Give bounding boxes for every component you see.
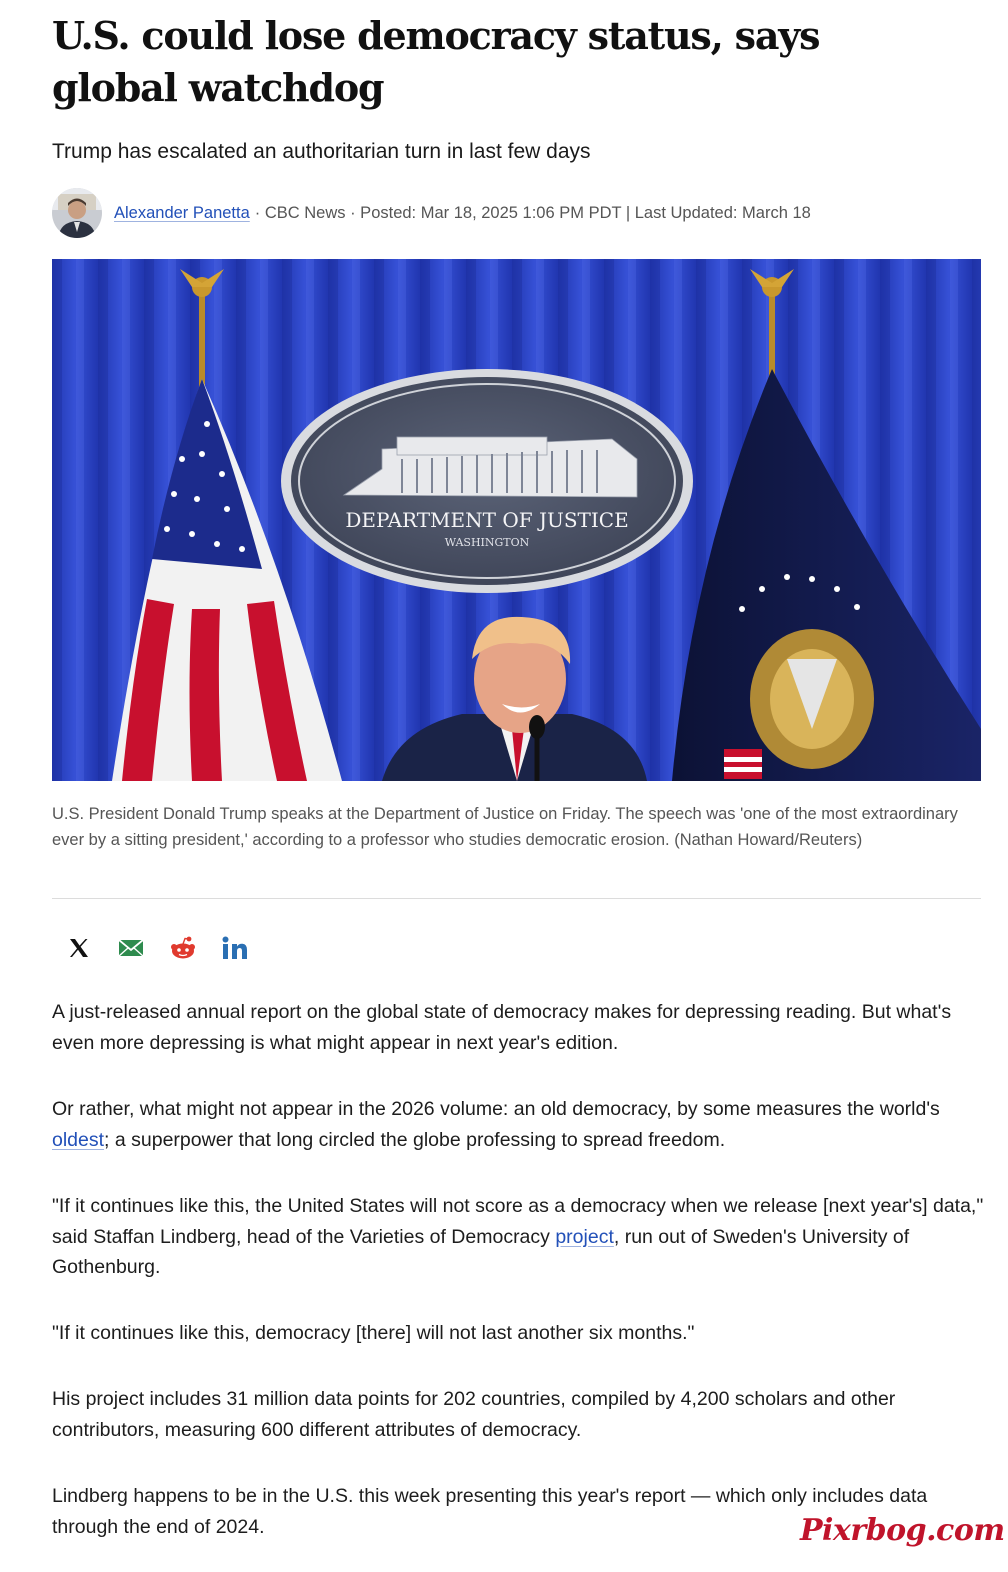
article-deck: Trump has escalated an authoritarian turn in last few days <box>52 140 591 163</box>
share-bar <box>60 928 268 968</box>
share-linkedin-button[interactable] <box>216 929 254 967</box>
seal-subtitle: WASHINGTON <box>444 536 530 549</box>
paragraph-5: His project includes 31 million data points for 202 countries, compiled by 4,200 scholars and other contributors, measuring 600 different attributes of democracy. <box>52 1388 896 1441</box>
x-icon <box>67 936 91 960</box>
paragraph-2-text: Or rather, what might not appear in the 2026 volume: an old democracy, by some measures the world's <box>52 1098 940 1120</box>
author-link[interactable]: Alexander Panetta <box>114 203 250 222</box>
email-icon <box>118 938 144 958</box>
oldest-link[interactable]: oldest <box>52 1128 105 1151</box>
reddit-icon <box>170 936 196 960</box>
paragraph-3-text: "If it continues like this, the United States will not score as a democracy when we release [next year's] data," said Staffan Lindberg, head of the Varieties of Democracy <box>52 1195 984 1248</box>
hero-image <box>52 259 981 781</box>
paragraph-3-text-end: , run out of Sweden's University of Gothenburg. <box>52 1225 910 1278</box>
author-avatar[interactable] <box>52 188 102 238</box>
paragraph-2-text-end: ; a superpower that long circled the globe professing to spread freedom. <box>104 1128 726 1151</box>
article-headline: U.S. could lose democracy status, says global watchdog <box>52 13 820 110</box>
linkedin-icon <box>222 936 248 960</box>
paragraph-3 <box>52 1191 987 1283</box>
divider <box>52 898 981 899</box>
byline <box>52 187 982 239</box>
hero-caption: U.S. President Donald Trump speaks at the Department of Justice on Friday. The speech was 'one of the most extraordinary ever by a sitting president,' according to a professor who studies democratic erosion. (Nathan Howard/Reuters) <box>52 805 958 849</box>
paragraph-4: "If it continues like this, democracy [there] will not last another six months." <box>52 1322 695 1344</box>
article-meta: · CBC News · Posted: Mar 18, 2025 1:06 PM PDT | Last Updated: March 18 <box>254 203 811 222</box>
project-link[interactable]: project <box>555 1225 614 1248</box>
paragraph-1: A just-released annual report on the global state of democracy makes for depressing reading. But what's even more depressing is what might appear in next year's edition. <box>52 1001 952 1054</box>
share-reddit-button[interactable] <box>164 929 202 967</box>
watermark: Pixrbog.com <box>800 1513 1005 1548</box>
share-x-button[interactable] <box>60 929 98 967</box>
paragraph-6: Lindberg happens to be in the U.S. this week presenting this year's report — which only includes data through the end of 2024. <box>52 1485 928 1538</box>
seal-title: DEPARTMENT OF JUSTICE <box>345 508 629 532</box>
share-email-button[interactable] <box>112 929 150 967</box>
paragraph-2 <box>52 1094 987 1155</box>
